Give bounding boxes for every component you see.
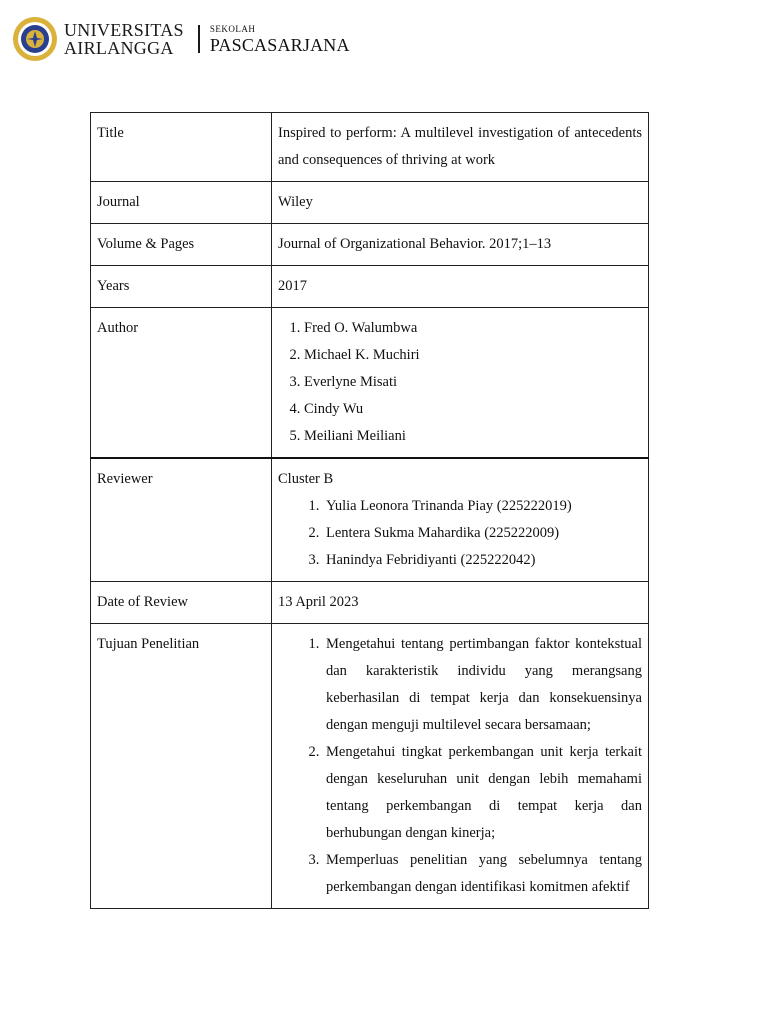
author-list [278, 315, 642, 450]
list-item: 1. Mengetahui tentang pertimbangan faktor kontekstual dan karakteristik individu yang merangsang keberhasilan di tempat kerja dan konsekuensinya dengan menguji multilevel secara bersamaan; [323, 631, 642, 739]
table-row-author [91, 308, 649, 459]
tujuan-value [272, 624, 649, 909]
list-item: 1. Yulia Leonora Trinanda Piay (225222019) [323, 493, 642, 520]
page-header [12, 14, 350, 64]
reviewer-cluster: Cluster B [278, 471, 334, 487]
list-item: 1. Fred O. Walumbwa [304, 315, 642, 342]
list-item: 2. Michael K. Muchiri [304, 342, 642, 369]
university-name [64, 21, 184, 57]
volume-value: Journal of Organizational Behavior. 2017;1–13 [272, 224, 649, 266]
date-value: 13 April 2023 [272, 582, 649, 624]
author-value [272, 308, 649, 459]
school-small-label: SEKOLAH [209, 24, 256, 34]
table-row-title [91, 113, 649, 182]
list-item: 2. Mengetahui tingkat perkembangan unit kerja terkait dengan keseluruhan unit dengan lebih memahami tentang perkembangan di tempat kerja dan berhubungan dengan kinerja; [323, 739, 642, 847]
date-label: Date of Review [91, 582, 272, 624]
brand-wordmark [64, 21, 350, 57]
table-row-journal [91, 182, 649, 224]
header-divider [198, 25, 200, 53]
table-row-volume [91, 224, 649, 266]
journal-label: Journal [91, 182, 272, 224]
school-name [210, 24, 350, 54]
author-label: Author [91, 308, 272, 459]
title-label: Title [91, 113, 272, 182]
reviewer-label: Reviewer [91, 458, 272, 582]
title-value: Inspired to perform: A multilevel investigation of antecedents and consequences of thriving at work [272, 113, 649, 182]
years-label: Years [91, 266, 272, 308]
table-row-reviewer [91, 458, 649, 582]
reviewer-value [272, 458, 649, 582]
volume-label: Volume & Pages [91, 224, 272, 266]
university-seal-icon [12, 16, 58, 62]
journal-value: Wiley [272, 182, 649, 224]
list-item: 4. Cindy Wu [304, 396, 642, 423]
years-value: 2017 [272, 266, 649, 308]
list-item: 3. Everlyne Misati [304, 369, 642, 396]
list-item: 5. Meiliani Meiliani [304, 423, 642, 450]
school-big-label: PASCASARJANA [209, 35, 350, 55]
list-item: 3. Hanindya Febridiyanti (225222042) [323, 547, 642, 574]
table-row-years [91, 266, 649, 308]
reviewer-list [278, 493, 642, 574]
university-line1: UNIVERSITAS [64, 20, 184, 40]
list-item: 3. Memperluas penelitian yang sebelumnya tentang perkembangan dengan identifikasi komitmen afektif [323, 847, 642, 901]
list-item: 2. Lentera Sukma Mahardika (225222009) [323, 520, 642, 547]
tujuan-list [278, 631, 642, 901]
review-table [90, 112, 649, 909]
table-row-date [91, 582, 649, 624]
university-line2: AIRLANGGA [64, 38, 174, 58]
tujuan-label: Tujuan Penelitian [91, 624, 272, 909]
table-row-tujuan [91, 624, 649, 909]
